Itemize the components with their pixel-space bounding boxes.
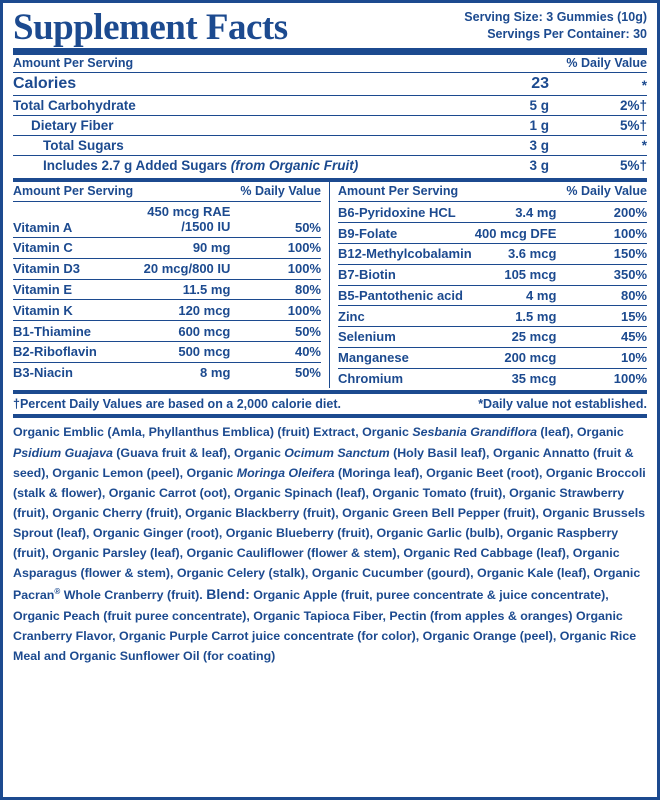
nutrient-amount: 5 g [515, 96, 561, 116]
vitamin-dv: 15% [566, 306, 647, 327]
table-row [13, 258, 321, 279]
vitamin-table-left [13, 182, 321, 383]
table-row [338, 327, 647, 348]
vitamin-name: B9-Folate [338, 223, 473, 244]
table-header-row [13, 182, 321, 202]
nutrient-label: Includes 2.7 g Added Sugars (from Organic Fruit) [13, 156, 515, 176]
nutrient-label: Total Sugars [13, 136, 515, 156]
vitamin-amount: 600 mcg [139, 321, 240, 342]
vitamin-name: Selenium [338, 327, 473, 348]
table-row [13, 341, 321, 362]
table-row [338, 368, 647, 388]
spacer-cell [139, 182, 240, 202]
table-row [13, 321, 321, 342]
vitamin-name: Vitamin K [13, 300, 139, 321]
nutrient-amount: 3 g [515, 136, 561, 156]
table-row [13, 136, 647, 156]
vitamin-dv: 40% [240, 341, 321, 362]
daily-value-header: % Daily Value [566, 184, 647, 199]
vitamin-amount: 25 mcg [473, 327, 566, 348]
table-row [338, 223, 647, 244]
vitamin-dv: 50% [240, 321, 321, 342]
table-row [13, 96, 647, 116]
nutrient-dv: 2%† [561, 96, 647, 116]
divider-thick-top [13, 48, 647, 55]
nutrient-label: Total Carbohydrate [13, 96, 515, 116]
table-row [13, 116, 647, 136]
nutrient-dv: 5%† [561, 156, 647, 176]
vitamin-column-right [330, 182, 647, 388]
vitamin-column-left [13, 182, 330, 388]
vitamin-amount: 90 mg [139, 238, 240, 259]
ingredients-main-text: Organic Emblic (Amla, Phyllanthus Emblica) (fruit) Extract, Organic Sesbania Grandiflora (leaf), Organic Psidium Guajava (Guava fruit & leaf), Organic Ocimum Sanctum (Holy Basil leaf), Organic Annatto (fruit & seed), Organic Lemon (peel), Organic Moringa Oleifera (Moringa leaf), Organic Beet (root), Organic Broccoli (stalk & flower), Organic Carrot (oot), Organic Spinach (leaf), Organic Tomato (fruit), Organic Strawberry (fruit), Organic Cherry (fruit), Organic Blackberry (fruit), Organic Green Bell Pepper (fruit), Organic Brussels Sprout (leaf), Organic Ginger (root), Organic Blueberry (fruit), Organic Garlic (bulb), Organic Raspberry (fruit), Organic Parsley (leaf), Organic Cauliflower (flower & stem), Organic Red Cabbage (leaf), Organic Asparagus (flower & stem), Organic Celery (stalk), Organic Cucumber (gourd), Organic Kale (leaf), Organic Pacran® Whole Cranberry (fruit). [13, 425, 646, 603]
table-header-row [338, 182, 647, 202]
footnote-asterisk: *Daily value not established. [478, 397, 647, 412]
table-row [338, 202, 647, 223]
ingredients-block [13, 418, 647, 666]
vitamin-name: Chromium [338, 368, 473, 388]
vitamin-name: B5-Pantothenic acid [338, 285, 473, 306]
nutrition-top-table [13, 55, 647, 175]
nutrient-dv: 5%† [561, 116, 647, 136]
vitamin-amount: 3.4 mg [473, 202, 566, 223]
vitamin-amount: 120 mcg [139, 300, 240, 321]
table-row [13, 156, 647, 176]
vitamin-dv: 100% [240, 258, 321, 279]
table-row [338, 264, 647, 285]
vitamin-amount: 450 mcg RAE /1500 IU [139, 202, 240, 238]
vitamin-columns [13, 182, 647, 388]
vitamin-amount: 500 mcg [139, 341, 240, 362]
vitamin-dv: 100% [240, 300, 321, 321]
vitamin-dv: 45% [566, 327, 647, 348]
vitamin-dv: 50% [240, 202, 321, 238]
amount-per-serving-header: Amount Per Serving [13, 56, 134, 70]
table-row [13, 362, 321, 382]
nutrient-label: Calories [13, 73, 515, 96]
vitamin-name: Zinc [338, 306, 473, 327]
vitamin-name: Vitamin D3 [13, 258, 139, 279]
vitamin-dv: 150% [566, 243, 647, 264]
vitamin-dv: 100% [566, 368, 647, 388]
daily-value-header: % Daily Value [240, 184, 321, 199]
vitamin-name: B3-Niacin [13, 362, 139, 382]
blend-label: Blend: [206, 586, 250, 603]
table-header-row [13, 55, 647, 73]
table-row [338, 347, 647, 368]
vitamin-amount: 1.5 mg [473, 306, 566, 327]
blend-text: Organic Apple (fruit, puree concentrate & juice concentrate), Organic Peach (fruit puree concentrate), Organic Tapioca Fiber, Pectin (from apples & oranges) Organic Cranberry Flavor, Organic Purple Carrot juice concentrate (for color), Organic Orange (peel), Organic Rice Meal and Organic Sunflower Oil (for coating) [13, 588, 637, 664]
vitamin-name: B6-Pyridoxine HCL [338, 202, 473, 223]
vitamin-amount: 200 mcg [473, 347, 566, 368]
serving-info [464, 9, 647, 46]
table-row [13, 73, 647, 96]
vitamin-name: B1-Thiamine [13, 321, 139, 342]
page-title: Supplement Facts [13, 7, 288, 48]
nutrient-amount: 23 [515, 73, 561, 96]
vitamin-amount: 105 mcg [473, 264, 566, 285]
amount-per-serving-header: Amount Per Serving [13, 184, 134, 199]
table-row [338, 285, 647, 306]
vitamin-name: B2-Riboflavin [13, 341, 139, 362]
table-row [13, 202, 321, 238]
vitamin-amount: 11.5 mg [139, 279, 240, 300]
vitamin-amount: 35 mcg [473, 368, 566, 388]
spacer-cell [515, 55, 561, 73]
vitamin-name: Manganese [338, 347, 473, 368]
nutrient-label: Dietary Fiber [13, 116, 515, 136]
vitamin-name: Vitamin A [13, 202, 139, 238]
servings-per-container: Servings Per Container: 30 [487, 27, 647, 42]
nutrient-dv: * [561, 136, 647, 156]
vitamin-amount: 400 mcg DFE [473, 223, 566, 244]
vitamin-amount: 4 mg [473, 285, 566, 306]
vitamin-name: Vitamin E [13, 279, 139, 300]
vitamin-dv: 80% [240, 279, 321, 300]
vitamin-name: Vitamin C [13, 238, 139, 259]
vitamin-dv: 80% [566, 285, 647, 306]
vitamin-dv: 50% [240, 362, 321, 382]
vitamin-dv: 10% [566, 347, 647, 368]
nutrient-amount: 1 g [515, 116, 561, 136]
serving-size: Serving Size: 3 Gummies (10g) [464, 10, 647, 25]
footnote-dv: †Percent Daily Values are based on a 2,000 calorie diet. [13, 397, 341, 412]
table-row [13, 238, 321, 259]
table-row [13, 300, 321, 321]
vitamin-amount: 20 mcg/800 IU [139, 258, 240, 279]
panel-header [13, 9, 647, 48]
vitamin-dv: 100% [566, 223, 647, 244]
table-row [13, 279, 321, 300]
vitamin-amount: 3.6 mcg [473, 243, 566, 264]
daily-value-header: % Daily Value [566, 56, 647, 70]
vitamin-dv: 100% [240, 238, 321, 259]
vitamin-name: B12-Methylcobalamin [338, 243, 473, 264]
vitamin-name: B7-Biotin [338, 264, 473, 285]
nutrient-dv: * [561, 73, 647, 96]
spacer-cell [473, 182, 566, 202]
table-row [338, 243, 647, 264]
nutrient-amount: 3 g [515, 156, 561, 176]
table-row [338, 306, 647, 327]
vitamin-table-right [338, 182, 647, 388]
vitamin-amount: 8 mg [139, 362, 240, 382]
amount-per-serving-header: Amount Per Serving [338, 184, 459, 199]
footnote-row [13, 394, 647, 414]
vitamin-dv: 200% [566, 202, 647, 223]
vitamin-dv: 350% [566, 264, 647, 285]
